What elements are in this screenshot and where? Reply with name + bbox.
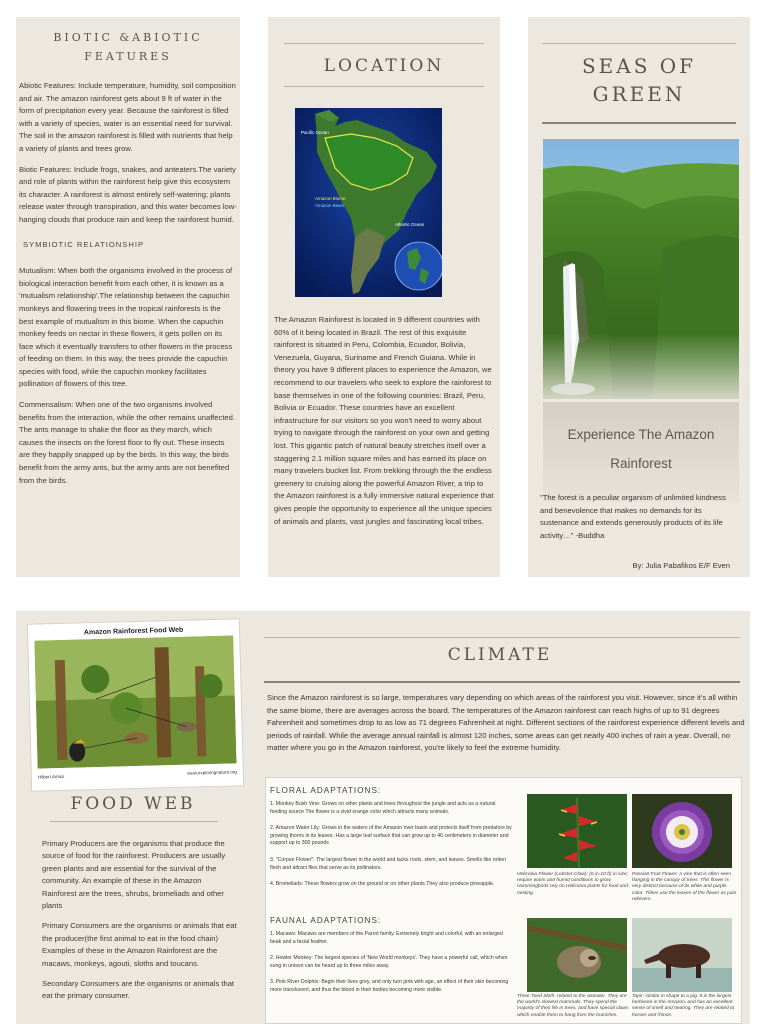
sloth-caption: Three Toed Sloth: related to the anteater. They are the world's slowest mammals. They spend the majority of their life in trees, and have special claws which enable them to hang from the branches. <box>517 994 629 1018</box>
author-credit: By: Julia Pabafikos E/F Even <box>632 561 730 570</box>
food-web-credit-right: www.exploringnature.org <box>187 769 237 776</box>
map-label-biome: Amazon Biome <box>315 196 346 201</box>
faunal-list <box>270 931 512 995</box>
location-paragraph: The Amazon Rainforest is located in 9 different countries with 60% of it being located in Brazil. The rest of this exquisite rainforest is situated in Peru, Colombia, Ecuador, Bolivia, Venezuela, Guyana, Suriname and French Guiana. While in theory you have 9 different places to experience the Amazon, we recommend to our travelers who seek to explore the rainforest to base themselves in one of the following countries: Brazil, Peru, Bolivia or Ecuador. These countries have an excellent infrastructure for our visitors so you won't need to worry about trying to navigate through the rainforest on your own and getting lost. This gigantic patch of natural beauty stretches itself over a staggering 2.1 million square miles and has earned its place on many travelers bucket list. From trekking through the the endless greenery to cruising along the powerful Amazon River, a trip to the Amazon rainforest is a fully immersive natural experience that gives people the opportunity to experience all the unique species of animals and plants, vast jungles and fascinating local tribes. <box>274 315 494 526</box>
food-web-credit-left: Hilbert Amazi <box>37 773 65 780</box>
list-item: 4. Bromeliads: These flowers grow on the ground or on other plants.They also produce pineapple. <box>270 881 495 888</box>
food-web-image-title: Amazon Rainforest Food Web <box>83 626 184 637</box>
map-label-pacific: Pacific Ocean <box>301 130 329 135</box>
list-item: 2. Amazon Water Lily: Grows in the waters of the Amazon river basin and protects itself from predators by growing thorns in its leaves. Has a large leaf surface that can grow up to 46 centimeters in diameter and support up to 300 pounds <box>270 825 512 847</box>
divider <box>264 637 740 638</box>
adaptations-box <box>265 777 742 1024</box>
passion-flower-photo <box>632 794 732 868</box>
experience-line-2: Rainforest <box>610 456 672 471</box>
food-web-panel <box>16 611 250 1024</box>
tapir-photo <box>632 918 732 992</box>
experience-banner <box>543 402 739 502</box>
food-web-image <box>27 618 244 792</box>
panel-title: SEAS OF GREEN <box>581 54 697 106</box>
mutualism-paragraph: Mutualism: When both the organisms involved in the process of biological interaction benefit from each other, it is known as a 'mutualism relationship'.The relationship between the capuchin monkeys and flowering trees in the tropical rainforests is the best example of mutualism in this biome. When the capuchin monkey feeds on nectar in these flowers, it gets pollen on its face which it eventually transfers to other flowers in the process of feeding on them. In this way, the trees provide the capuchin species with food, while the capuchin monkey facilitates pollination of flowers of this tree. <box>19 266 233 389</box>
faunal-heading: FAUNAL ADAPTATIONS: <box>270 916 382 925</box>
panel-title: BIOTIC &ABIOTIC FEATURES <box>53 31 203 63</box>
heliconia-photo <box>527 794 627 868</box>
commensalism-paragraph: Commensalism: When one of the two organisms involved benefits from the interaction, while the other remains unaffected. The ants manage to shake the floor as they march, which causes the insects on the forest floor to fly out. These insects are they happily snapped up by the birds. In this way, the birds benefit from the army ants, but the army ants are not benefited from the birds. <box>19 400 235 485</box>
cover-panel <box>528 17 750 577</box>
panel-title: CLIMATE <box>447 645 553 665</box>
divider <box>264 681 740 683</box>
climate-paragraph: Since the Amazon rainforest is so large, temperatures vary depending on which areas of the rainforest you visit. However, since it's all within the same biome, there are averages across the board. The temperatures of the Amazon rainforest can reach highs of up to 91 degrees Fahrenheit and sometimes drop to as low as 71 degrees Fahrenheit at night. Different sections of the rainforest experience different levels and periods of rainfall. While the average annual rainfall is almost 120 inches, some areas can get nearly 400 inches of rain a year. Overall, no matter where you go in the Amazon rainforest, you're likely to feel the extreme humidity. <box>267 693 745 753</box>
panel-body <box>19 80 237 487</box>
producers-paragraph: Primary Producers are the organisms that produce the source of food for the rainforest. Producers are usually green plants and are essential for the survival of the community. An example of these in the Amazon Rainforest are the trees, shrubs, bromeliads and other plants <box>42 839 226 911</box>
list-item: 3. Pink River Dolphin: Begin their lives grey, and only turn pink with age, an effect of their skin becoming more translucent, and thus the blood in their bodies becoming more visible. <box>270 979 509 993</box>
floral-heading: FLORAL ADAPTATIONS: <box>270 786 382 795</box>
divider <box>542 122 736 124</box>
sloth-photo <box>527 918 627 992</box>
panel-title: LOCATION <box>323 56 445 76</box>
buddha-quote: "The forest is a peculiar organism of unlimited kindness and benevolence that makes no demands for its sustenance and extends generously products of its life activity…" -Buddha <box>540 493 726 540</box>
divider <box>284 86 484 87</box>
list-item: 2. Howler Monkey: The largest species of 'New World monkeys'. They have a powerful call, which when sung in unison can be heard up to three miles away. <box>270 955 508 969</box>
climate-panel <box>250 611 750 1024</box>
waterfall-photo <box>543 139 739 399</box>
south-america-map <box>295 108 442 297</box>
experience-line-1: Experience The Amazon <box>567 427 715 442</box>
biotic-abiotic-panel <box>16 17 240 577</box>
panel-title: FOOD WEB <box>70 794 196 814</box>
food-web-text <box>42 838 238 1011</box>
food-web-illustration <box>34 635 236 768</box>
symbiotic-heading: SYMBIOTIC RELATIONSHIP <box>23 239 145 249</box>
divider <box>542 43 736 44</box>
heliconia-caption: Heliconia Flower (Lobster-Claw): (6 in-10 ft) in size; require warm and humid conditions to grow. Hummingbirds rely on Heliconia plants for food and nesting. <box>517 872 629 896</box>
biotic-paragraph: Biotic Features: Include frogs, snakes, and anteaters.The variety and role of plants within the rainforest help give this ecosystem its character. A rainforest is almost entirely self-watering; plants release water through transpiration, and this water becomes low-hanging clouds that produce rain and keep the rainforest humid. <box>19 164 237 224</box>
location-panel <box>268 17 500 577</box>
secondary-consumers-paragraph: Secondary Consumers are the organisms or animals that eat the primary consumer. <box>42 979 235 1001</box>
map-label-atlantic: Atlantic Ocean <box>395 222 425 227</box>
list-item: 1. Monkey Bush Vine: Grows on other plants and trees throughout the jungle and acts as a natural feeding source The flower is a vivid orange color which attracts many animals. <box>270 801 496 815</box>
floral-list <box>270 801 512 889</box>
map-label-basin: Amazon Basin <box>315 203 345 208</box>
divider <box>284 43 484 44</box>
list-item: 1. Macaws: Macaws are members of the Parrot family. Extremely bright and colorful, with an enlarged beak and a facial feather. <box>270 931 503 945</box>
abiotic-paragraph: Abiotic Features: Include temperature, humidity, soil composition and air. The amazon rainforest gets about 9 ft of water in the form of precipitation every year. Because the rainforest is filled with a variety of species, water is an essential need for survival. The soil in the amazon rainforest is filled with nutrients that help a variety of plants and trees grow. <box>19 81 236 153</box>
list-item: 3. "Corpse Flower": The largest flower in the world and lacks roots, stem, and leaves. Smells like rotten flesh and attract flies that serve as its pollinators. <box>270 856 506 871</box>
primary-consumers-paragraph: Primary Consumers are the organisms or animals that eat the producer(the first animal to eat in the food chain) Examples of these in the Amazon Rainforest are the macaws, monkeys, agouti, sloths and toucans. <box>42 921 237 968</box>
tapir-caption: Tapir: similar in shape to a pig. It is the largest herbivore in the Amazon, and has an excellent sense of smell and hearing. They are related to horses and rhinos. <box>632 994 735 1018</box>
passion-flower-caption: Passion Fruit Flower: a vine that is often seen hanging in the canopy of trees. This flower is very distinct because of its white and purple color. Tribes use the leaves of the flower as pain relievers. <box>632 872 737 902</box>
divider <box>50 821 218 822</box>
